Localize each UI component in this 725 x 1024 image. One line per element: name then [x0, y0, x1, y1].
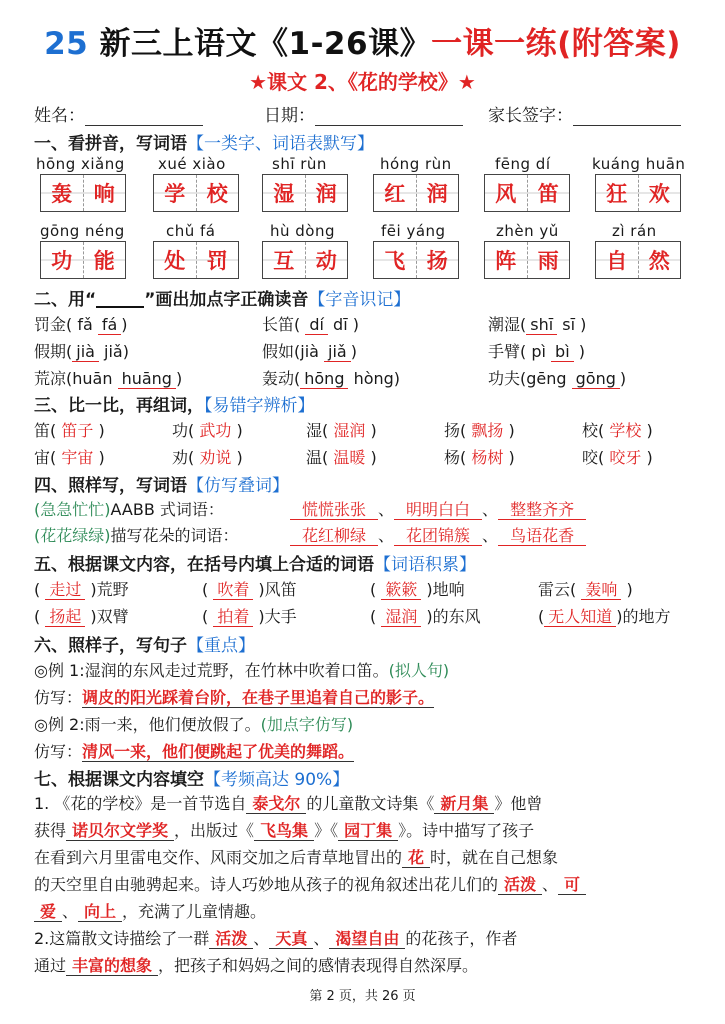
- parent-sign-field[interactable]: [488, 101, 681, 126]
- page-title: [0, 18, 725, 63]
- compare-item: 咬( 咬牙 ): [582, 448, 653, 467]
- word-box[interactable]: 飞 扬: [373, 241, 459, 279]
- word-box[interactable]: 红 润: [373, 174, 459, 212]
- pronunciation-item: 罚金( fǎ fá ): [34, 315, 128, 334]
- flower-words-row: (花花绿绿)描写花朵的词语：: [34, 526, 239, 545]
- page-footer: 第 2 页，共 26 页: [309, 989, 416, 1004]
- section-4-heading: 四、照样写，写词语【仿写叠词】: [34, 476, 289, 496]
- pinyin: chǔ fá: [166, 222, 216, 240]
- section-5-heading: 五、根据课文内容，在括号内填上合适的词语【词语积累】: [34, 555, 476, 575]
- pinyin: fēi yáng: [381, 222, 446, 240]
- pinyin: fēng dí: [495, 155, 551, 173]
- pinyin: hōng xiǎng: [36, 155, 125, 173]
- pinyin: hóng rùn: [380, 155, 452, 173]
- compare-item: 扬( 飘扬 ): [444, 421, 515, 440]
- pinyin: zì rán: [612, 222, 657, 240]
- compare-item: 劝( 劝说 ): [172, 448, 243, 467]
- date-label: 日期：: [264, 106, 315, 126]
- pinyin: kuáng huān: [592, 155, 686, 173]
- fill-item: ( 走过 )荒野: [34, 580, 129, 599]
- example-1: ◎例 1:湿润的东风走过荒野，在竹林中吹着口笛。(拟人句): [34, 661, 450, 680]
- pronunciation-item: 潮湿( shī sī ): [488, 315, 587, 334]
- compare-item: 温( 温暖 ): [306, 448, 377, 467]
- compare-item: 笛( 笛子 ): [34, 421, 105, 440]
- parent-label: 家长签字：: [488, 106, 573, 126]
- name-field[interactable]: [34, 101, 203, 126]
- fill-item: ( 拍着 )大手: [202, 607, 297, 626]
- fill-item: ( 簌簌 )地响: [370, 580, 465, 599]
- fill-item: ( 吹着 )风笛: [202, 580, 297, 599]
- pinyin: shī rùn: [272, 155, 327, 173]
- pronunciation-item: 长笛( dí dī ): [262, 315, 359, 334]
- pronunciation-item: 假期( jià jiǎ): [34, 342, 129, 361]
- compare-item: 校( 学校 ): [582, 421, 653, 440]
- title-red: 一课一练(附答案): [431, 26, 681, 62]
- pinyin: zhèn yǔ: [496, 222, 559, 240]
- section-2-heading: 二、用“ ”画出加点字正确读音【字音识记】: [34, 290, 411, 310]
- word-box[interactable]: 处 罚: [153, 241, 239, 279]
- fill-item: ( 扬起 )双臂: [34, 607, 129, 626]
- lesson-subtitle: ★课文 2、《花的学校》★: [249, 70, 476, 94]
- word-box[interactable]: 阵 雨: [484, 241, 570, 279]
- pronunciation-item: 轰动( hōng hòng): [262, 369, 401, 388]
- compare-item: 宙( 宇宙 ): [34, 448, 105, 467]
- word-box[interactable]: 湿 润: [262, 174, 348, 212]
- imitation-2: 仿写：清风一来，他们便跳起了优美的舞蹈。: [34, 742, 355, 761]
- fill-item: ( 无人知道 )的地方: [538, 607, 671, 626]
- aabb-row: (急急忙忙)AABB 式词语：: [34, 500, 224, 519]
- pronunciation-item: 荒凉(huān huāng ): [34, 369, 183, 388]
- compare-item: 杨( 杨树 ): [444, 448, 515, 467]
- compare-item: 功( 武功 ): [172, 421, 243, 440]
- title-number: 25: [44, 26, 89, 62]
- word-box[interactable]: 学 校: [153, 174, 239, 212]
- word-box[interactable]: 功 能: [40, 241, 126, 279]
- pronunciation-item: 手臂( pì bì ): [488, 342, 585, 361]
- section-7-heading: 七、根据课文内容填空【考频高达 90%】: [34, 770, 350, 790]
- pinyin: gōng néng: [40, 222, 125, 240]
- compare-item: 湿( 湿润 ): [306, 421, 377, 440]
- date-field[interactable]: [264, 101, 463, 126]
- title-main: 新三上语文《1-26课》: [99, 26, 432, 62]
- section-1-heading: 一、看拼音，写词语【一类字、词语表默写】: [34, 134, 374, 154]
- section-6-heading: 六、照样子，写句子【重点】: [34, 636, 255, 656]
- fill-item: 雷云( 轰响 ): [538, 580, 633, 599]
- word-box[interactable]: 轰 响: [40, 174, 126, 212]
- name-label: 姓名：: [34, 106, 85, 126]
- word-box[interactable]: 自 然: [595, 241, 681, 279]
- section-3-heading: 三、比一比，再组词，【易错字辨析】: [34, 396, 315, 416]
- word-box[interactable]: 互 动: [262, 241, 348, 279]
- pinyin: xué xiào: [158, 155, 226, 173]
- example-2: ◎例 2:雨一来，他们便放假了。(加点字仿写): [34, 715, 354, 734]
- word-box[interactable]: 狂 欢: [595, 174, 681, 212]
- paragraph-2: 2.这篇散文诗描绘了一群 活泼 、 天真 、 渴望自由 的花孩子，作者 通过 丰富的想象 ，把孩子和妈妈之间的感情表现得自然深厚。: [34, 929, 518, 975]
- pinyin: hù dòng: [270, 222, 336, 240]
- paragraph-1: 1. 《花的学校》是一首节选自 泰戈尔 的儿童散文诗集《 新月集 》他曾 获得 诺贝尔文学奖 ，出版过《 飞鸟集 》《 园丁集 》。诗中描写了孩子 在看到六月里雷电交作、风雨交加之后青草地冒出的 花 时，就在自己想象 的天空里自由驰骋起来。诗人巧妙地从孩子的视角叙述出花儿们的 活泼 、 可 爱 、 向上 ，充满了儿童情趣。: [34, 790, 694, 925]
- pronunciation-item: 功夫(gēng gōng ): [488, 369, 627, 388]
- imitation-1: 仿写：调皮的阳光踩着台阶，在巷子里追着自己的影子。: [34, 688, 435, 707]
- word-box[interactable]: 风 笛: [484, 174, 570, 212]
- aabb-answers: 慌慌张张 、 明明白白 、 整整齐齐: [290, 497, 586, 520]
- flower-words-answers: 花红柳绿 、 花团锦簇 、 鸟语花香: [290, 523, 586, 546]
- fill-item: ( 湿润 )的东风: [370, 607, 481, 626]
- pronunciation-item: 假如(jià jiǎ ): [262, 342, 357, 361]
